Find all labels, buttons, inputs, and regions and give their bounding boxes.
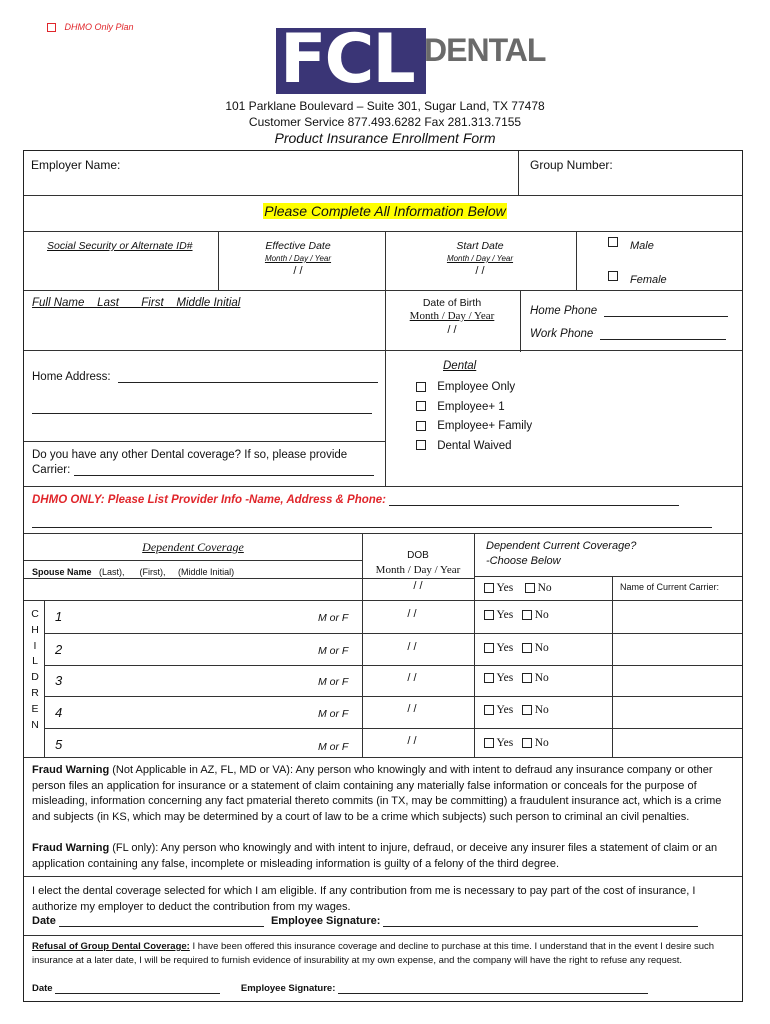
dob-field[interactable]: / / — [447, 324, 457, 336]
other-coverage-question: Do you have any other Dental coverage? If so, please provide — [32, 449, 348, 461]
home-phone-field[interactable] — [604, 316, 728, 317]
home-address-label: Home Address: — [32, 371, 111, 383]
child-dob-field[interactable]: / / — [407, 608, 417, 620]
dental-option[interactable]: Dental Waived — [416, 437, 532, 457]
yes-checkbox[interactable] — [484, 610, 494, 620]
no-checkbox[interactable] — [522, 705, 532, 715]
full-name-label: Full Name Last First Middle Initial — [32, 297, 241, 309]
child-coverage: Yes No — [484, 737, 549, 749]
dental-option[interactable]: Employee+ Family — [416, 417, 532, 437]
election-statement: I elect the dental coverage selected for which I am eligible. If any contribution from me is necessary to pay part of the cost of insurance, I authorize my employer to deduct the contribution from my wages. — [32, 885, 696, 913]
home-phone-row — [530, 305, 728, 317]
spouse-dob-field[interactable]: / / — [413, 580, 423, 592]
dental-option-checkbox[interactable] — [416, 401, 426, 411]
refusal-text: I have been offered this insurance coverage and decline to purchase at this time. I understand that in the event I desire such insurance at a later date, I will be required to furnish evidence of insurability at my own expense, and the company will have the right to refuse any request. — [32, 941, 715, 966]
child-gender[interactable]: M or F — [318, 676, 349, 688]
start-date-format: Month / Day / Year — [446, 254, 514, 263]
dependent-coverage-title: Dependent Coverage — [142, 540, 244, 554]
company-logo — [276, 20, 556, 99]
refusal-date-field[interactable] — [55, 993, 220, 994]
group-number-label: Group Number: — [530, 158, 613, 172]
ssn-label: Social Security or Alternate ID# — [47, 240, 193, 252]
child-number: 2 — [55, 642, 63, 657]
child-dob-field[interactable]: / / — [407, 641, 417, 653]
dhmo-only-plan-flag — [47, 22, 134, 32]
child-number: 5 — [55, 737, 63, 752]
work-phone-label: Work Phone — [530, 328, 594, 340]
child-dob-field[interactable]: / / — [407, 703, 417, 715]
no-checkbox[interactable] — [522, 673, 532, 683]
group-number-field[interactable] — [615, 155, 735, 191]
child-gender[interactable]: M or F — [318, 645, 349, 657]
effective-date-format: Month / Day / Year — [264, 254, 332, 263]
spouse-coverage: Yes No — [484, 582, 552, 594]
no-checkbox[interactable] — [522, 643, 532, 653]
refusal-signature-field[interactable] — [338, 993, 648, 994]
carrier-field[interactable] — [74, 475, 374, 476]
dhmo-provider-row — [32, 494, 679, 506]
dental-option-checkbox[interactable] — [416, 421, 426, 431]
dependent-dob-label: DOB — [407, 550, 429, 561]
dhmo-only-label: DHMO Only Plan — [64, 22, 134, 32]
female-checkbox[interactable] — [608, 271, 618, 281]
child-gender[interactable]: M or F — [318, 708, 349, 720]
fraud-warning-2 — [32, 841, 732, 872]
child-dob-field[interactable]: / / — [407, 672, 417, 684]
children-vertical-label: C H I L D R E N — [31, 608, 39, 731]
dental-options — [416, 378, 532, 456]
employer-name-label: Employer Name: — [31, 158, 121, 172]
dob-label: Date of Birth — [422, 297, 482, 309]
fraud-warning-1-text: (Not Applicable in AZ, FL, MD or VA): Any person who knowingly and with intent to defraud any insurance company or other person files an application for insurance or a statement of claim containing any materially false information or conceals for the purpose of misleading, information concerning any fact pmaterial thereto commits (in TX, may be committing) a fraudulent insurance act, which is a crime and subjects (in KS, which may be determined by a court of law to be a crime which subjects) such person to criminal an civil penalties. — [32, 764, 722, 823]
child-gender[interactable]: M or F — [318, 741, 349, 753]
dhmo-only-checkbox[interactable] — [47, 23, 56, 32]
start-date-field[interactable]: / / — [475, 265, 485, 277]
company-contact: Customer Service 877.493.6282 Fax 281.313.7155 — [248, 115, 522, 129]
dhmo-provider-label: DHMO ONLY: Please List Provider Info -Name, Address & Phone: — [32, 494, 387, 506]
dependent-current-coverage: Dependent Current Coverage? — [486, 540, 637, 552]
company-address: 101 Parklane Boulevard – Suite 301, Sugar Land, TX 77478 — [225, 99, 545, 113]
home-address-field[interactable] — [118, 382, 378, 383]
election-signature-field[interactable] — [383, 926, 698, 927]
child-coverage: Yes No — [484, 704, 549, 716]
form-title: Product Insurance Enrollment Form — [274, 130, 496, 146]
child-number: 3 — [55, 673, 63, 688]
spouse-name-header: Spouse Name (Last), (First), (Middle Initial) — [32, 567, 235, 577]
child-number: 4 — [55, 705, 63, 720]
fraud-warning-1 — [32, 763, 732, 825]
no-checkbox[interactable] — [522, 738, 532, 748]
child-coverage: Yes No — [484, 609, 549, 621]
no-checkbox[interactable] — [522, 610, 532, 620]
logo-word: DENTAL — [424, 32, 546, 68]
child-coverage: Yes No — [484, 672, 549, 684]
yes-checkbox[interactable] — [484, 643, 494, 653]
dental-option-checkbox[interactable] — [416, 440, 426, 450]
child-number: 1 — [55, 609, 63, 624]
refusal-label: Refusal of Group Dental Coverage: — [32, 941, 190, 952]
home-address-row — [32, 371, 378, 383]
male-checkbox[interactable] — [608, 237, 618, 247]
dental-option[interactable]: Employee+ 1 — [416, 398, 532, 418]
no-checkbox[interactable] — [525, 583, 535, 593]
yes-checkbox[interactable] — [484, 705, 494, 715]
male-label: Male — [630, 240, 654, 252]
yes-checkbox[interactable] — [484, 673, 494, 683]
full-name-field[interactable] — [30, 313, 380, 348]
yes-checkbox[interactable] — [484, 583, 494, 593]
dental-option-checkbox[interactable] — [416, 382, 426, 392]
election-signature-row: Date Employee Signature: — [32, 915, 698, 927]
carrier-label: Carrier: — [32, 464, 71, 476]
effective-date-field[interactable]: / / — [293, 265, 303, 277]
fraud-warning-1-label: Fraud Warning — [32, 764, 110, 776]
refusal-signature-row: Date Employee Signature: — [32, 983, 648, 994]
dhmo-provider-line-2[interactable] — [32, 515, 712, 528]
female-label: Female — [630, 274, 667, 286]
choose-below: -Choose Below — [486, 555, 561, 567]
home-address-line-2[interactable] — [32, 401, 372, 414]
dhmo-provider-field[interactable] — [389, 505, 679, 506]
carrier-row — [32, 464, 374, 476]
home-phone-label: Home Phone — [530, 305, 598, 317]
dental-option[interactable]: Employee Only — [416, 378, 532, 398]
employer-name-field[interactable] — [112, 155, 512, 191]
child-gender[interactable]: M or F — [318, 612, 349, 624]
dependent-dob-format: Month / Day / Year — [375, 564, 461, 576]
fraud-warning-2-text: (FL only): Any person who knowingly and with intent to injure, defraud, or deceive any insurer files a statement of claim or an application containing any false, incomplete or misleading information is guilty of a felony of the third degree. — [32, 842, 718, 870]
election-date-field[interactable] — [59, 926, 264, 927]
complete-info-banner: Please Complete All Information Below — [264, 203, 506, 219]
dob-format: Month / Day / Year — [409, 310, 495, 322]
child-dob-field[interactable]: / / — [407, 735, 417, 747]
fraud-warning-2-label: Fraud Warning — [32, 842, 110, 854]
work-phone-field[interactable] — [600, 339, 726, 340]
effective-date-label: Effective Date — [265, 240, 331, 252]
start-date-label: Start Date — [456, 240, 504, 252]
dental-label: Dental — [443, 360, 477, 372]
current-carrier-header: Name of Current Carrier: — [620, 582, 720, 592]
refusal-statement — [32, 940, 734, 968]
logo-letters: FCL — [280, 20, 414, 99]
yes-checkbox[interactable] — [484, 738, 494, 748]
child-coverage: Yes No — [484, 642, 549, 654]
work-phone-row — [530, 328, 726, 340]
